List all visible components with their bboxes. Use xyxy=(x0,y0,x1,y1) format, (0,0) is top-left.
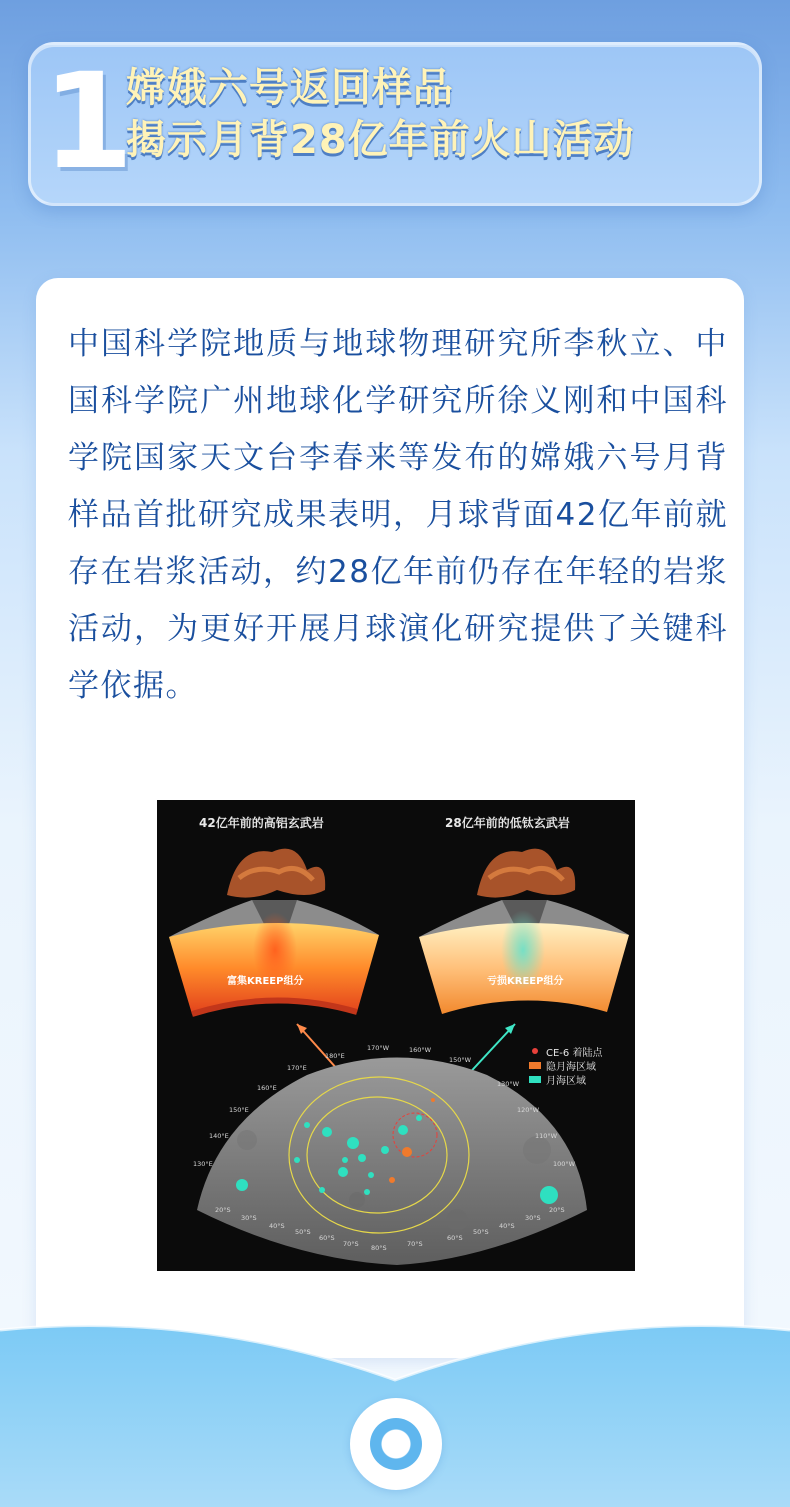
lat-label: 50°S xyxy=(295,1228,311,1236)
lat-label: 60°S xyxy=(447,1234,463,1242)
far-side-map xyxy=(197,1058,587,1266)
lon-label: 170°E xyxy=(287,1064,307,1072)
lon-label: 110°W xyxy=(535,1132,558,1140)
landing-dot-icon xyxy=(532,1048,538,1054)
legend-item-hidden-mare: 隐月海区域 xyxy=(529,1058,602,1072)
lat-label: 70°S xyxy=(407,1240,423,1248)
lon-label: 120°W xyxy=(517,1106,540,1114)
lat-label: 40°S xyxy=(499,1222,515,1230)
lat-label: 20°S xyxy=(549,1206,565,1214)
circle-icon xyxy=(370,1418,422,1470)
lat-label: 20°S xyxy=(215,1206,231,1214)
lat-label: 30°S xyxy=(525,1214,541,1222)
lon-label: 160°W xyxy=(409,1046,432,1054)
lat-label: 70°S xyxy=(343,1240,359,1248)
lat-label: 50°S xyxy=(473,1228,489,1236)
left-volcano xyxy=(169,849,379,1014)
lon-label: 140°E xyxy=(209,1132,229,1140)
lon-label: 160°E xyxy=(257,1084,277,1092)
right-mantle-label: 亏损KREEP组分 xyxy=(487,976,564,987)
lon-label: 130°W xyxy=(497,1080,520,1088)
right-volcano xyxy=(419,849,629,1014)
mare-swatch-icon xyxy=(529,1076,541,1083)
hidden-mare-swatch-icon xyxy=(529,1062,541,1069)
lon-label: 150°W xyxy=(449,1056,472,1064)
lat-label: 30°S xyxy=(241,1214,257,1222)
lon-label: 180°E xyxy=(325,1052,345,1060)
lon-label: 130°E xyxy=(193,1160,213,1168)
page-title xyxy=(126,62,746,166)
article-paragraph: 中国科学院地质与地球物理研究所李秋立、中国科学院广州地球化学研究所徐义刚和中国科学院国家天文台李春来等发布的嫦娥六号月背样品首批研究成果表明，月球背面42亿年前就存在岩浆活动，约28亿年前仍存在年轻的岩浆活动，为更好开展月球演化研究提供了关键科学依据。 xyxy=(68,326,728,704)
lat-label: 40°S xyxy=(269,1222,285,1230)
lon-label: 150°E xyxy=(229,1106,249,1114)
left-mantle-label: 富集KREEP组分 xyxy=(227,976,304,987)
scroll-circle-button[interactable] xyxy=(350,1398,442,1490)
title-line-1: 嫦娥六号返回样品 xyxy=(126,65,454,111)
figure-graphic xyxy=(157,800,635,1271)
lon-label: 170°W xyxy=(367,1044,390,1052)
title-line-2: 揭示月背28亿年前火山活动 xyxy=(126,117,635,163)
section-number: 1 xyxy=(42,45,134,199)
lon-label: 100°W xyxy=(553,1160,576,1168)
legend-item-landing: CE-6 着陆点 xyxy=(529,1044,602,1058)
legend-item-mare: 月海区域 xyxy=(529,1072,602,1086)
left-figure-title: 42亿年前的高铝玄武岩 xyxy=(199,816,324,830)
right-figure-title: 28亿年前的低钛玄武岩 xyxy=(445,816,570,830)
lat-label: 80°S xyxy=(371,1244,387,1252)
map-legend xyxy=(529,1044,602,1086)
lunar-volcanism-figure xyxy=(157,800,635,1271)
lat-label: 60°S xyxy=(319,1234,335,1242)
